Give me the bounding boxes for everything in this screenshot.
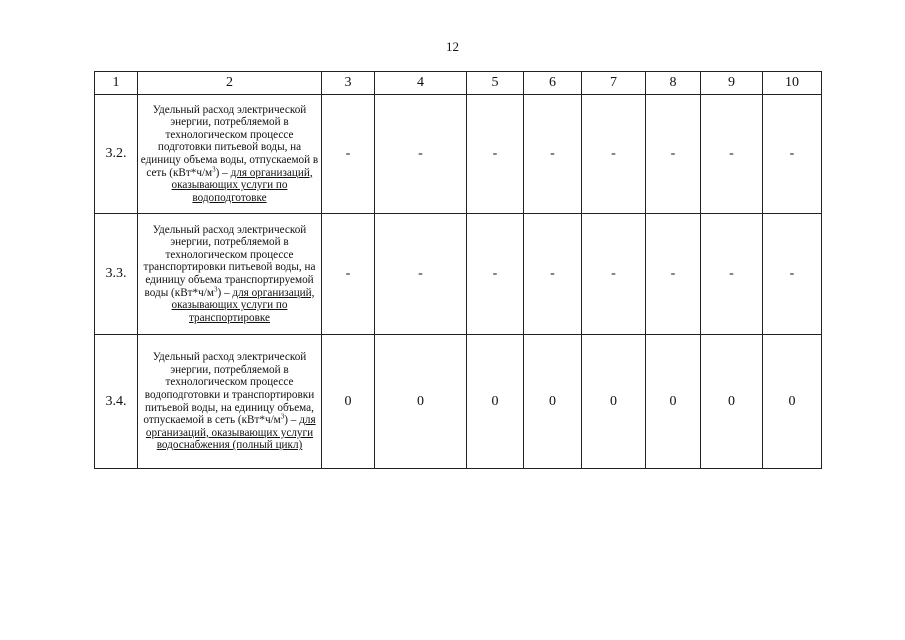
table-row (95, 335, 822, 469)
table-cell: - (646, 214, 701, 335)
column-header: 7 (582, 72, 646, 95)
table-cell: - (524, 95, 582, 214)
table-cell: 0 (322, 335, 375, 469)
table-cell: - (322, 214, 375, 335)
table-cell: - (467, 95, 524, 214)
indicators-table (94, 71, 822, 469)
column-header: 8 (646, 72, 701, 95)
table-cell: 0 (763, 335, 822, 469)
table-cell: - (763, 95, 822, 214)
column-header: 2 (138, 72, 322, 95)
table-cell: - (322, 95, 375, 214)
column-header: 10 (763, 72, 822, 95)
table-cell: - (701, 214, 763, 335)
description-tail: ) – (215, 166, 231, 179)
table-cell: - (763, 214, 822, 335)
table-cell: - (524, 214, 582, 335)
column-header: 5 (467, 72, 524, 95)
column-header: 1 (95, 72, 138, 95)
description-tail: ) – (217, 286, 233, 299)
table-cell: 0 (582, 335, 646, 469)
row-description (138, 95, 322, 214)
table-cell: 0 (646, 335, 701, 469)
table-cell: - (582, 214, 646, 335)
row-number: 3.2. (95, 95, 138, 214)
column-header: 3 (322, 72, 375, 95)
description-text: Удельный расход электрической энергии, потребляемой в технологическом процессе транспортировки питьевой воды, на единицу объема транспортируемой воды (кВт*ч/м (143, 223, 316, 299)
row-number: 3.3. (95, 214, 138, 335)
table-cell: - (646, 95, 701, 214)
description-tail: ) – (284, 414, 300, 427)
description-text: Удельный расход электрической энергии, потребляемой в технологическом процессе подготовки питьевой воды, на единицу объема воды, отпускаемой в сеть (кВт*ч/м (140, 103, 319, 179)
table-cell: 0 (701, 335, 763, 469)
superscript: 3 (212, 164, 216, 173)
column-header: 4 (375, 72, 467, 95)
table-cell: - (375, 95, 467, 214)
table-cell: 0 (524, 335, 582, 469)
row-number: 3.4. (95, 335, 138, 469)
table-cell: 0 (375, 335, 467, 469)
column-header: 6 (524, 72, 582, 95)
superscript: 3 (213, 284, 218, 293)
superscript: 3 (280, 412, 285, 421)
description-underlined: для организаций, оказывающих услуги водоснабжения (полный цикл) (145, 414, 316, 452)
column-header: 9 (701, 72, 763, 95)
row-description (138, 214, 322, 335)
page-number: 12 (446, 39, 459, 54)
description-text: Удельный расход электрической энергии, потребляемой в технологическом процессе водоподготовки и транспортировки питьевой воды, на единицу объема, отпускаемой в сеть (кВт*ч/м (143, 351, 315, 427)
row-description (138, 335, 322, 469)
table-cell: 0 (467, 335, 524, 469)
table-row (95, 95, 822, 214)
table-row (95, 214, 822, 335)
table-cell: - (375, 214, 467, 335)
description-underlined: для организаций, оказывающих услуги по транспортировке (171, 286, 315, 324)
table-cell: - (582, 95, 646, 214)
table-cell: - (467, 214, 524, 335)
description-underlined: для организаций, оказывающих услуги по водоподготовке (171, 166, 313, 204)
table-header-row (95, 72, 822, 95)
table-cell: - (701, 95, 763, 214)
